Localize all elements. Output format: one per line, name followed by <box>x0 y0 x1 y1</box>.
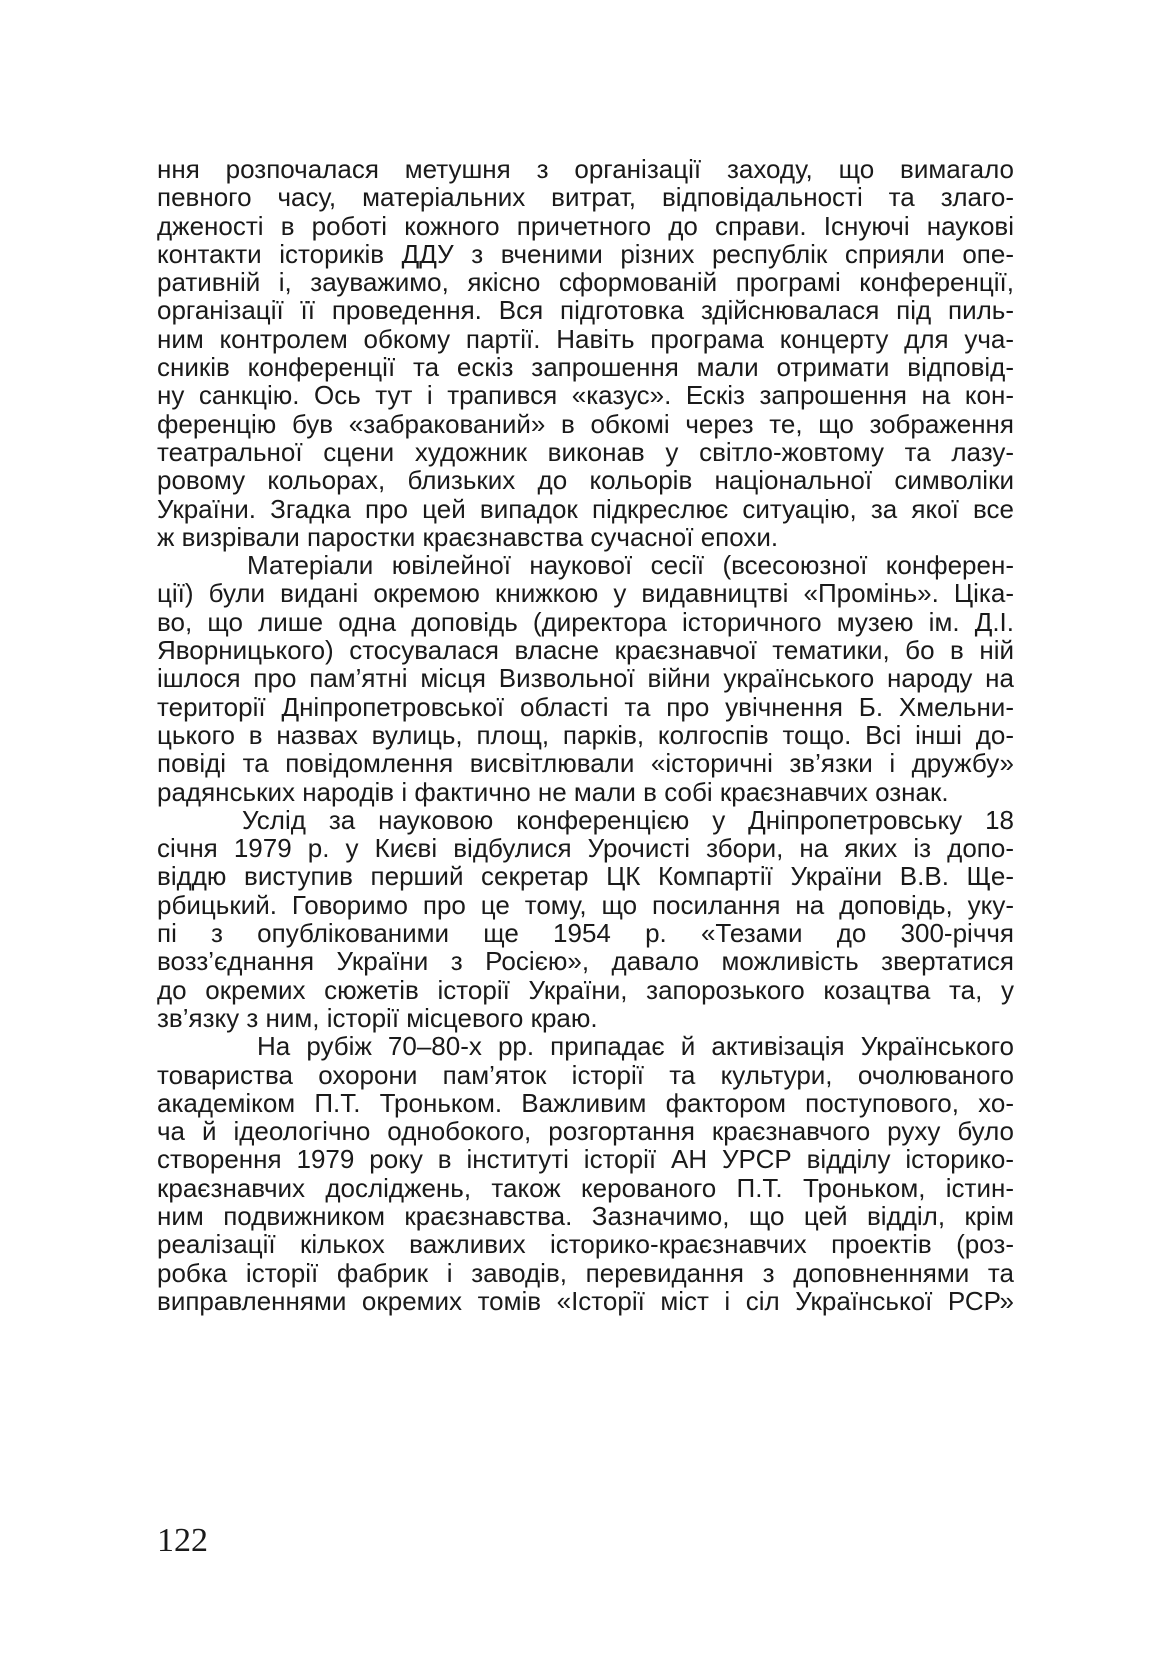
body-text <box>157 155 1014 1315</box>
text-line: ну санкцію. Ось тут і трапився «казус». Ескіз запрошення на кон- <box>157 380 1014 411</box>
text-line: ішлося про пам’ятні місця Визвольної війни українського народу на <box>157 663 1014 694</box>
text-line: во, що лише одна доповідь (директора історичного музею ім. Д.І. <box>157 606 1014 637</box>
text-line: січня 1979 р. у Києві відбулися Урочисті збори, на яких із допо- <box>157 833 1014 864</box>
text-line: організації її проведення. Вся підготовка здійснювалася під пиль- <box>157 295 1014 326</box>
text-line: ровому кольорах, близьких до кольорів національної символіки <box>157 465 1014 496</box>
text-line: створення 1979 року в інституті історії АН УРСР відділу історико- <box>157 1144 1014 1175</box>
text-line: Яворницького) стосувалася власне краєзнавчої тематики, бо в ній <box>157 635 1014 666</box>
text-line: виправленнями окремих томів «Історії міст і сіл Української РСР» <box>157 1285 1014 1316</box>
text-line: сників конференції та ескіз запрошення мали отримати відповід- <box>157 352 1014 383</box>
text-line: реалізації кількох важливих історико-краєзнавчих проектів (роз- <box>157 1229 1014 1260</box>
text-line: повіді та повідомлення висвітлювали «історичні зв’язки і дружбу» <box>157 748 1014 779</box>
text-line: ції) були видані окремою книжкою у видавництві «Промінь». Ціка- <box>157 578 1014 609</box>
text-line: України. Згадка про цей випадок підкреслює ситуацію, за якої все <box>157 493 1014 524</box>
text-line: рбицький. Говоримо про це тому, що посилання на доповідь, уку- <box>157 889 1014 920</box>
text-line: контакти істориків ДДУ з вченими різних республік сприяли опе- <box>157 238 1014 269</box>
text-line: ференцію був «забракований» в обкомі через те, що зображення <box>157 408 1014 439</box>
text-line: цького в назвах вулиць, площ, парків, колгоспів тощо. Всі інші до- <box>157 719 1014 750</box>
text-line: віддю виступив перший секретар ЦК Компартії України В.В. Ще- <box>157 861 1014 892</box>
text-line: Услід за науковою конференцією у Дніпропетровську 18 <box>242 804 1014 835</box>
text-line: ж визрівали паростки краєзнавства сучасної епохи. <box>157 521 779 552</box>
text-line: ним подвижником краєзнавства. Зазначимо, що цей відділ, крім <box>157 1200 1014 1231</box>
paragraph-3 <box>157 806 1014 1032</box>
text-line: до окремих сюжетів історії України, запорозького козацтва та, у <box>157 974 1014 1005</box>
text-line: ння розпочалася метушня з організації заходу, що вимагало <box>157 154 1014 184</box>
paragraph-2 <box>157 551 1014 806</box>
text-line: ративній і, зауважимо, якісно сформованій програмі конференції, <box>157 267 1014 298</box>
text-line: возз’єднання України з Росією», давало можливість звертатися <box>157 946 1014 977</box>
text-line: На рубіж 70–80-х рр. припадає й активізація Українського <box>257 1031 1014 1062</box>
text-line: театральної сцени художник виконав у світло-жовтому та лазу- <box>157 436 1014 467</box>
text-line: робка історії фабрик і заводів, перевидання з доповненнями та <box>157 1257 1014 1288</box>
paragraph-4 <box>157 1032 1014 1315</box>
text-line: пі з опублікованими ще 1954 р. «Тезами до 300-річчя <box>157 918 1014 949</box>
paragraph-1 <box>157 155 1014 551</box>
text-line: радянських народів і фактично не мали в собі краєзнавчих ознак. <box>157 776 949 807</box>
text-line: дженості в роботі кожного причетного до справи. Існуючі наукові <box>157 210 1014 241</box>
text-line: ча й ідеологічно однобокого, розгортання краєзнавчого руху було <box>157 1116 1014 1147</box>
text-line: певного часу, матеріальних витрат, відповідальності та злаго- <box>157 182 1014 213</box>
text-line: території Дніпропетровської області та про увічнення Б. Хмельни- <box>157 691 1014 722</box>
text-line: краєзнавчих досліджень, також керованого П.Т. Троньком, істин- <box>157 1172 1014 1203</box>
text-line: зв’язку з ним, історії місцевого краю. <box>157 1002 598 1033</box>
text-line: товариства охорони пам’яток історії та культури, очолюваного <box>157 1059 1014 1090</box>
text-line: ним контролем обкому партії. Навіть програма концерту для уча- <box>157 323 1014 354</box>
text-line: академіком П.Т. Троньком. Важливим фактором поступового, хо- <box>157 1087 1014 1118</box>
text-line: Матеріали ювілейної наукової сесії (всесоюзної конферен- <box>247 550 1014 581</box>
page-number: 122 <box>157 1522 208 1559</box>
